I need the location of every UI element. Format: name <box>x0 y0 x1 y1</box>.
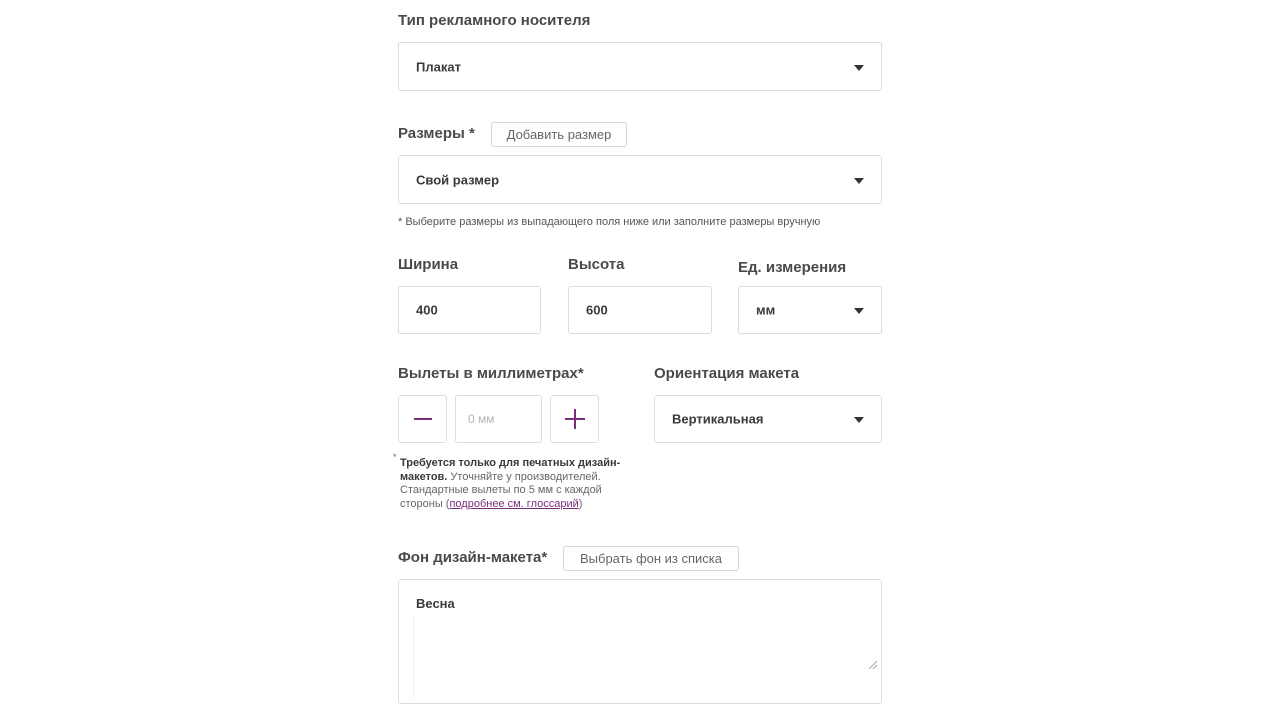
height-input[interactable] <box>568 286 712 334</box>
height-value: 600 <box>586 302 608 318</box>
background-label: Фон дизайн-макета* <box>398 549 548 566</box>
unit-value: мм <box>756 302 776 318</box>
plus-icon <box>564 408 586 430</box>
bleed-decrement-button[interactable] <box>398 395 447 443</box>
chevron-down-icon <box>854 65 864 71</box>
carrier-type-value: Плакат <box>416 59 461 74</box>
bleed-note-bold: Требуется только для печатных дизайн-макетов. <box>400 457 621 483</box>
choose-background-button[interactable]: Выбрать фон из списка <box>563 546 739 571</box>
bleed-note-star: * <box>393 452 397 462</box>
bleed-increment-button[interactable] <box>550 395 599 443</box>
textarea-inner-edge <box>413 616 414 698</box>
background-textarea[interactable] <box>398 579 882 704</box>
chevron-down-icon <box>854 308 864 314</box>
chevron-down-icon <box>854 417 864 423</box>
unit-label: Ед. измерения <box>738 259 847 276</box>
add-size-button[interactable]: Добавить размер <box>491 122 627 147</box>
sizes-hint: * Выберите размеры из выпадающего поля ниже или заполните размеры вручную <box>398 216 821 228</box>
carrier-type-select[interactable] <box>398 42 882 91</box>
sizes-label: Размеры * <box>398 125 475 142</box>
bleed-note <box>400 457 630 511</box>
bleed-placeholder: 0 мм <box>468 412 495 426</box>
bleed-label: Вылеты в миллиметрах* <box>398 365 584 382</box>
width-value: 400 <box>416 302 438 318</box>
bleed-note-end: ) <box>578 497 583 510</box>
background-value: Весна <box>416 596 455 611</box>
orientation-select[interactable] <box>654 395 882 443</box>
bleed-note-text: Уточняйте у производителей. Стандартные вылеты по 5 мм с каждой стороны ( <box>400 470 602 510</box>
carrier-type-label: Тип рекламного носителя <box>398 12 591 29</box>
resize-handle-icon[interactable] <box>869 661 877 669</box>
glossary-link[interactable]: подробнее см. глоссарий <box>449 497 579 510</box>
chevron-down-icon <box>854 178 864 184</box>
orientation-value: Вертикальная <box>672 411 764 427</box>
height-label: Высота <box>568 256 625 273</box>
size-select[interactable] <box>398 155 882 204</box>
width-label: Ширина <box>398 256 459 273</box>
orientation-label: Ориентация макета <box>654 365 800 382</box>
width-input[interactable] <box>398 286 541 334</box>
unit-select[interactable] <box>738 286 882 334</box>
minus-icon <box>413 409 433 429</box>
size-value: Свой размер <box>416 172 500 187</box>
bleed-input[interactable] <box>455 395 542 443</box>
